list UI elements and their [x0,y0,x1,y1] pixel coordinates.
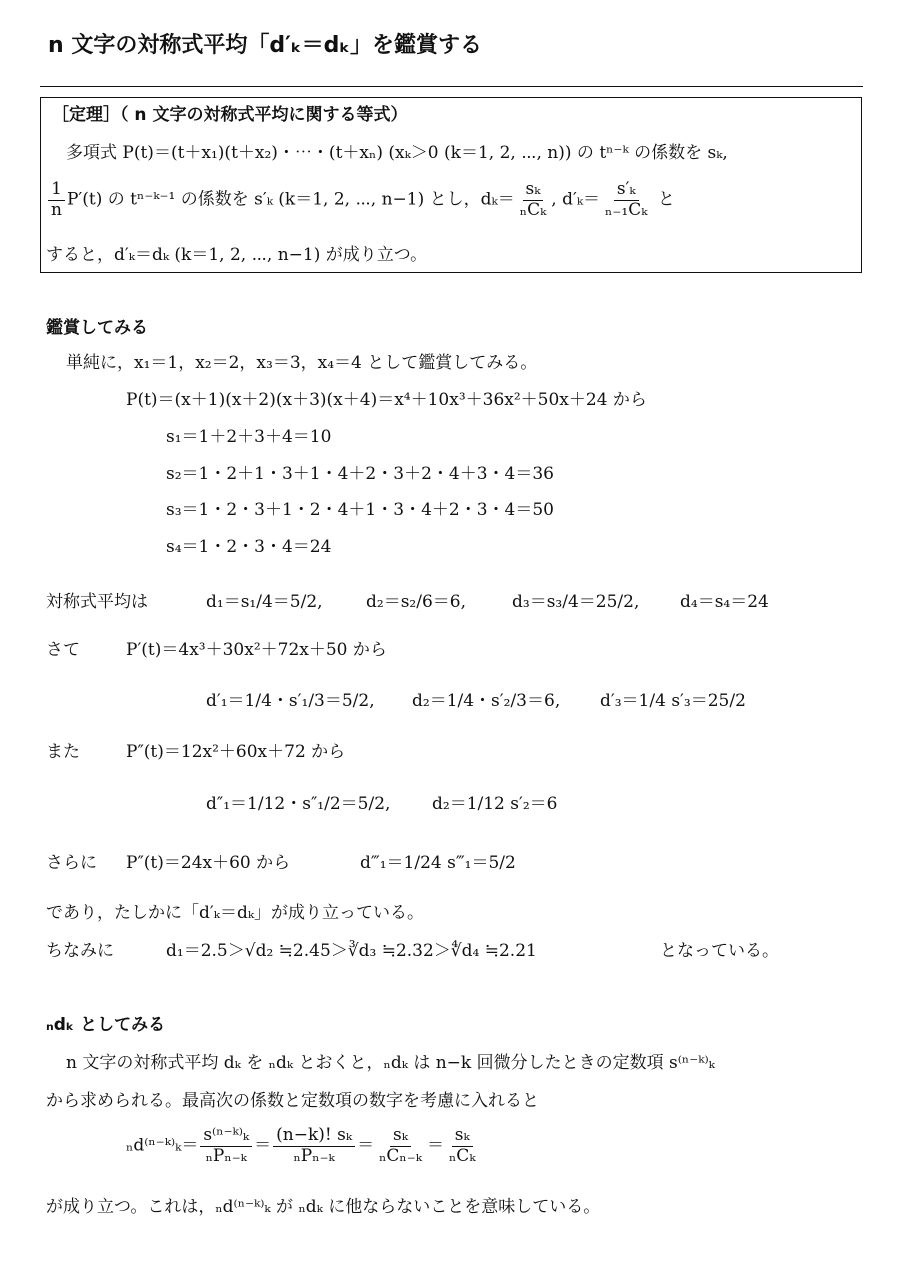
theorem-heading: ［定理］（ n 文字の対称式平均に関する等式） [52,105,408,125]
inequality-chain: d₁＝2.5＞√d₂ ≒2.45＞∛d₃ ≒2.32＞∜d₄ ≒2.21 [166,941,537,961]
section-heading-ndk: ₙdₖ としてみる [46,1015,166,1035]
mata-label: また [46,742,80,762]
polynomial-expansion: P(t)＝(x＋1)(x＋2)(x＋3)(x＋4)＝x⁴＋10x³＋36x²＋50x＋24 から [126,390,647,410]
d1-equation: d₁＝s₁/4＝5/2, [206,592,323,612]
page-title: n 文字の対称式平均「d′ₖ＝dₖ」を鑑賞する [48,33,483,58]
second-derivative: P″(t)＝12x²＋60x＋72 から [126,742,346,762]
first-derivative: P′(t)＝4x³＋30x²＋72x＋50 から [126,640,387,660]
ndk-equation: ₙd⁽ⁿ⁻ᵏ⁾ₖ＝ $\frac{\text{s⁽ⁿ⁻ᵏ⁾ₖ}}{\text{ₙPₙ₋ₖ}}$ ＝ $\frac{\text{(n−k)! sₖ}}{\text{ₙPₙ₋ₖ}}$ ＝ $\frac{\text{sₖ}}{\text{ₙCₙ₋ₖ}}$ ＝ $\frac{\text{sₖ}}{\text{ₙCₖ}}$ [126,1126,481,1166]
ndk-paragraph-1: n 文字の対称式平均 dₖ を ₙdₖ とおくと，ₙdₖ は n−k 回微分したときの定数項 s⁽ⁿ⁻ᵏ⁾ₖ [66,1053,715,1073]
dsecond2-equation: d₂＝1/12 s′₂＝6 [432,794,558,814]
fraction-1-over-n: $\frac{1}{n}$ [48,180,65,220]
dprime1-equation: d′₁＝1/4・s′₁/3＝5/2, [206,691,375,711]
fraction-d-def: $\frac{\text{sₖ}}{\text{ₙCₖ}}$ [519,179,547,220]
s2-equation: s₂＝1・2＋1・3＋1・4＋2・3＋2・4＋3・4＝36 [166,464,554,484]
s1-equation: s₁＝1＋2＋3＋4＝10 [166,427,332,447]
fraction-ndk-1: $\frac{\text{s⁽ⁿ⁻ᵏ⁾ₖ}}{\text{ₙPₙ₋ₖ}}$ [200,1126,252,1166]
theorem-line-1: 多項式 P(t)＝(t＋x₁)(t＋x₂)・⋯・(t＋xₙ) (xₖ＞0 (k＝1, 2, ⋯, n)) の tⁿ⁻ᵏ の係数を sₖ, [66,143,728,163]
fraction-ndk-3: $\frac{\text{sₖ}}{\text{ₙCₙ₋ₖ}}$ [379,1125,422,1166]
avg-label: 対称式平均は [46,592,148,612]
dprime3-equation: d′₃＝1/4 s′₃＝25/2 [600,691,746,711]
sate-label: さて [46,640,80,660]
theorem-line-3: すると，d′ₖ＝dₖ (k＝1, 2, ⋯, n−1) が成り立つ。 [46,245,428,265]
fraction-ndk-4: $\frac{\text{sₖ}}{\text{ₙCₖ}}$ [448,1125,476,1166]
dsecond1-equation: d″₁＝1/12・s″₁/2＝5/2, [206,794,391,814]
sarani-label: さらに [46,853,97,873]
title-divider [40,86,863,87]
fraction-ndk-2: $\frac{\text{(n−k)! sₖ}}{\text{ₙPₙ₋ₖ}}$ [273,1126,355,1166]
s4-equation: s₄＝1・2・3・4＝24 [166,537,332,557]
theorem-line-2: $\frac{1}{n}$ P′(t) の tⁿ⁻ᵏ⁻¹ の係数を s′ₖ (k＝1, 2, ⋯, n−1) とし，dₖ＝ $\frac{\text{sₖ}}{\text{ₙCₖ}}$ , d′ₖ＝ $\frac{\text{s′ₖ}}{\text{ₙ₋₁Cₖ}}$ と [46,180,675,220]
conclusion-text: であり，たしかに「d′ₖ＝dₖ」が成り立っている。 [46,903,425,923]
chinami-label: ちなみに [46,941,114,961]
d3-equation: d₃＝s₃/4＝25/2, [512,592,640,612]
dprime2-equation: d₂＝1/4・s′₂/3＝6, [412,691,561,711]
third-derivative: P″(t)＝24x＋60 から [126,853,291,873]
section-heading-appreciate: 鑑賞してみる [46,318,148,338]
s3-equation: s₃＝1・2・3＋1・2・4＋1・3・4＋2・3・4＝50 [166,500,554,520]
final-statement: が成り立つ。これは，ₙd⁽ⁿ⁻ᵏ⁾ₖ が ₙdₖ に他ならないことを意味している。 [46,1197,601,1217]
dthird1-equation: d‴₁＝1/24 s‴₁＝5/2 [360,853,516,873]
fraction-dprime-def: $\frac{\text{s′ₖ}}{\text{ₙ₋₁Cₖ}}$ [605,179,648,220]
d4-equation: d₄＝s₄＝24 [680,592,769,612]
d2-equation: d₂＝s₂/6＝6, [366,592,466,612]
inequality-tail: となっている。 [660,941,779,961]
ndk-paragraph-2: から求められる。最高次の係数と定数項の数字を考慮に入れると [46,1091,539,1111]
intro-text: 単純に，x₁＝1，x₂＝2，x₃＝3，x₄＝4 として鑑賞してみる。 [66,353,538,373]
